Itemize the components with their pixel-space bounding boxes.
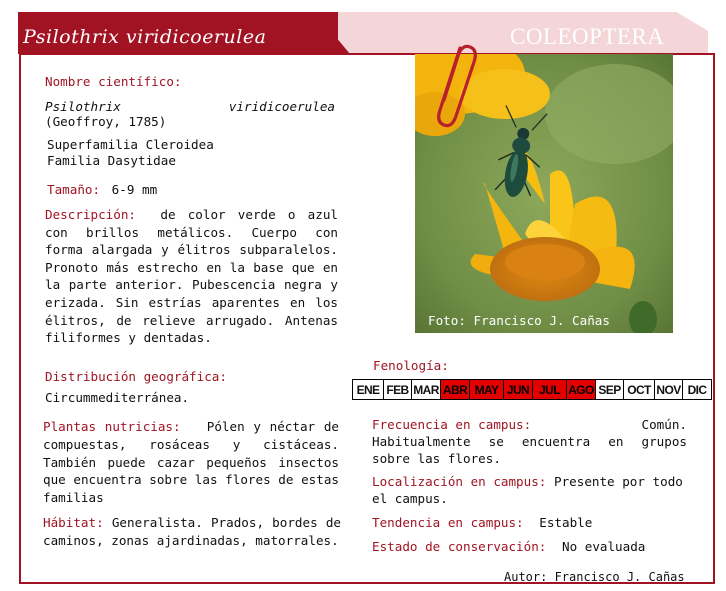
paperclip-icon <box>430 40 480 135</box>
month-jul: JUL <box>533 380 567 400</box>
phenology-label: Fenología: <box>373 358 449 373</box>
frequency-text: Habitualmente se encuentra en grupos sobre las flores. <box>372 434 687 466</box>
scientific-author: (Geoffroy, 1785) <box>45 114 167 129</box>
month-mar: MAR <box>412 380 441 400</box>
scientific-name-label: Nombre científico: <box>45 74 182 89</box>
trend-value: Estable <box>539 515 593 530</box>
habitat <box>43 514 341 550</box>
author-credit: Autor: Francisco J. Cañas <box>504 570 685 584</box>
month-nov: NOV <box>655 380 683 400</box>
size-row <box>47 181 157 198</box>
month-dic: DIC <box>683 380 712 400</box>
location <box>372 473 690 507</box>
superfamily: Superfamilia Cleroidea <box>47 137 214 152</box>
order-title: COLEOPTERA <box>510 24 665 49</box>
phenology-row <box>353 380 712 400</box>
description-text: de color verde o azul con brillos metálicos. Cuerpo con forma alargada y élitros subparalelos. Pronoto más estrecho en la base que en la parte anterior. Pubescencia negra y erizada. Sin estrías aparentes en los élitros, de relieve arrugado. Antenas filiformes y dentadas. <box>45 207 338 346</box>
size-label: Tamaño: <box>47 182 101 197</box>
description-label: Descripción: <box>45 207 136 222</box>
trend-label: Tendencia en campus: <box>372 515 524 530</box>
month-sep: SEP <box>596 380 624 400</box>
host-plants-text: Pólen y néctar de compuestas, rosáceas y cistáceas. También puede cazar pequeños insectos que encuentra sobre las flores de estas familias <box>43 419 339 506</box>
conservation-value: No evaluada <box>561 539 646 554</box>
host-plants <box>43 418 339 507</box>
month-abr: ABR <box>441 380 470 400</box>
photo-caption: Foto: Francisco J. Cañas <box>428 313 610 328</box>
frequency-label: Frecuencia en campus: <box>372 417 532 432</box>
month-oct: OCT <box>624 380 655 400</box>
frequency-value: Común. <box>641 417 687 432</box>
distribution-value: Circummediterránea. <box>45 390 190 405</box>
conservation-label: Estado de conservación: <box>372 539 547 554</box>
phenology-table <box>352 379 712 400</box>
size-value: 6-9 mm <box>111 182 158 197</box>
family: Familia Dasytidae <box>47 153 176 168</box>
description <box>45 206 338 347</box>
distribution-label: Distribución geográfica: <box>45 369 227 384</box>
habitat-text: Generalista. Prados, bordes de caminos, zonas ajardinadas, matorrales. <box>43 515 341 548</box>
frequency <box>372 416 687 467</box>
scientific-name-species: viridicoerulea <box>228 99 335 114</box>
trend <box>372 514 592 531</box>
scientific-name-genus: Psilothrix <box>45 99 121 114</box>
habitat-label: Hábitat: <box>43 515 104 530</box>
month-ene: ENE <box>353 380 384 400</box>
month-feb: FEB <box>384 380 412 400</box>
species-title: Psilothrix viridicoerulea <box>23 26 267 48</box>
location-value: Presente por todo el campus. <box>372 474 683 506</box>
conservation <box>372 538 645 555</box>
month-ago: AGO <box>567 380 596 400</box>
location-label: Localización en campus: <box>372 474 547 489</box>
month-may: MAY <box>470 380 504 400</box>
host-plants-label: Plantas nutricias: <box>43 419 181 434</box>
month-jun: JUN <box>504 380 533 400</box>
